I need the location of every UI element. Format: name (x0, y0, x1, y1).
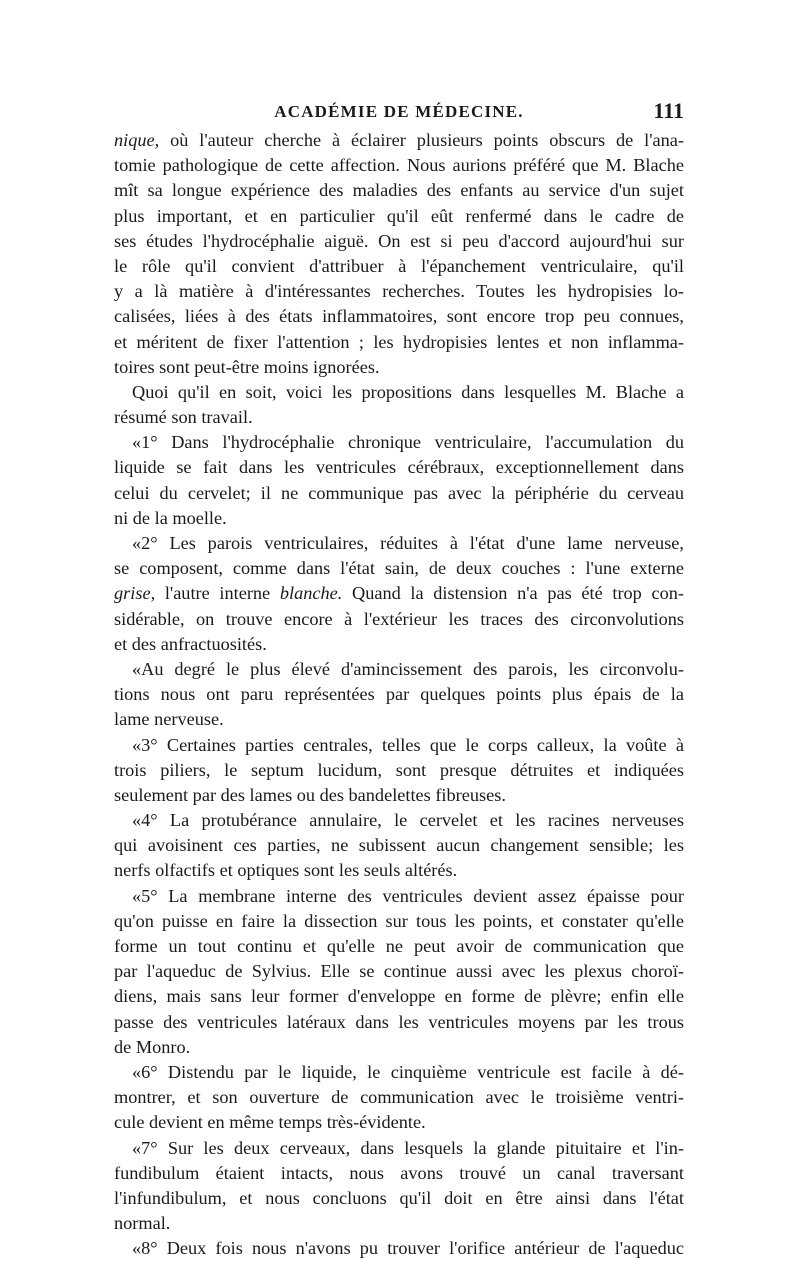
text-line: l'infundibulum, et nous concluons qu'il doit en être ainsi dans l'état (114, 1187, 684, 1208)
italic-term: nique, (114, 130, 160, 150)
text-line: toires sont peut-être moins ignorées. (114, 356, 380, 377)
text-line: et méritent de fixer l'attention ; les hydropisies lentes et non inflamma- (114, 331, 684, 352)
text-line: «2° Les parois ventriculaires, réduites à l'état d'une lame nerveuse, (132, 533, 684, 553)
text-line: diens, mais sans leur former d'enveloppe en forme de plèvre; enfin elle (114, 986, 684, 1007)
text-line: forme un tout continu et qu'elle ne peut avoir de communication que (114, 936, 684, 956)
text-line: trois piliers, le septum lucidum, sont presque détruites et indiquées (114, 759, 684, 780)
text-line: montrer, et son ouverture de communication avec le troisième ventri- (114, 1087, 684, 1108)
text-line: cule devient en même temps très-évidente. (114, 1112, 426, 1133)
text-line: «8° Deux fois nous n'avons pu trouver l'orifice antérieur de l'aqueduc (132, 1238, 684, 1259)
text-line: mît sa longue expérience des maladies des enfants au service d'un sujet (114, 180, 684, 201)
text-line: ses études l'hydrocéphalie aiguë. On est si peu d'accord aujourd'hui sur (114, 230, 684, 251)
text-line (114, 581, 684, 606)
text-line: qui avoisinent ces parties, ne subissent aucun changement sensible; les (114, 835, 684, 856)
text-line: nerfs olfactifs et optiques sont les seuls altérés. (114, 860, 458, 881)
text-line: «1° Dans l'hydrocéphalie chronique ventriculaire, l'accumulation du (132, 432, 684, 453)
text-line: qu'on puisse en faire la dissection sur tous les points, et constater qu'elle (114, 910, 684, 931)
text-line: Quoi qu'il en soit, voici les propositions dans lesquelles M. Blache a (132, 381, 684, 402)
text-line: «5° La membrane interne des ventricules devient assez épaisse pour (132, 885, 684, 906)
text-line: par l'aqueduc de Sylvius. Elle se continue aussi avec les plexus choroï- (114, 961, 684, 982)
italic-term: blanche. (279, 583, 343, 604)
text-run: l'autre interne (155, 583, 280, 604)
running-head: ACADÉMIE DE MÉDECINE. (274, 102, 524, 121)
text-line: le rôle qu'il convient d'attribuer à l'épanchement ventriculaire, qu'il (114, 255, 684, 276)
page-header (114, 98, 684, 128)
text-line: passe des ventricules latéraux dans les ventricules moyens par les trous (114, 1011, 684, 1032)
text-line: tions nous ont paru représentées par quelques points plus épais de la (114, 684, 684, 705)
text-line: ni de la moelle. (114, 507, 227, 528)
text-line: sidérable, on trouve encore à l'extérieur les traces des circonvolutions (114, 608, 684, 629)
text-line: liquide se fait dans les ventricules cérébraux, exceptionnellement dans (114, 457, 684, 478)
text-line: celui du cervelet; il ne communique pas avec la périphérie du cerveau (114, 482, 684, 503)
italic-term: grise, (114, 583, 156, 604)
page-number: 111 (653, 98, 684, 123)
text-line: de Monro. (114, 1036, 191, 1057)
text-line: y a là matière à d'intéressantes recherches. Toutes les hydropisies lo- (114, 281, 684, 302)
text-line: «4° La protubérance annulaire, le cervelet et les racines nerveuses (132, 810, 684, 831)
text-line: normal. (114, 1213, 171, 1234)
text-line: calisées, liées à des états inflammatoires, sont encore trop peu connues, (114, 306, 684, 327)
text-line: se composent, comme dans l'état sain, de deux couches : l'une externe (114, 558, 684, 579)
text-run: Quand la distension n'a pas été trop con- (342, 583, 684, 604)
text-line: seulement par des lames ou des bandelettes fibreuses. (114, 784, 506, 805)
text-line: fundibulum étaient intacts, nous avons trouvé un canal traversant (114, 1162, 684, 1183)
text-line (114, 128, 684, 153)
text-line: tomie pathologique de cette affection. Nous aurions préféré que M. Blache (114, 155, 684, 176)
text-run: où l'auteur cherche à éclairer plusieurs points obscurs de l'ana- (159, 130, 684, 150)
text-line: lame nerveuse. (114, 709, 224, 730)
body-text (114, 128, 684, 1261)
text-line: plus important, et en particulier qu'il eût renfermé dans le cadre de (114, 205, 684, 226)
text-line: et des anfractuosités. (114, 633, 267, 654)
text-line: «3° Certaines parties centrales, telles que le corps calleux, la voûte à (132, 734, 684, 755)
text-line: «6° Distendu par le liquide, le cinquième ventricule est facile à dé- (132, 1061, 684, 1082)
text-line: résumé son travail. (114, 407, 253, 428)
text-line: «7° Sur les deux cerveaux, dans lesquels la glande pituitaire et l'in- (132, 1137, 684, 1158)
text-line: «Au degré le plus élevé d'amincissement des parois, les circonvolu- (132, 658, 684, 679)
